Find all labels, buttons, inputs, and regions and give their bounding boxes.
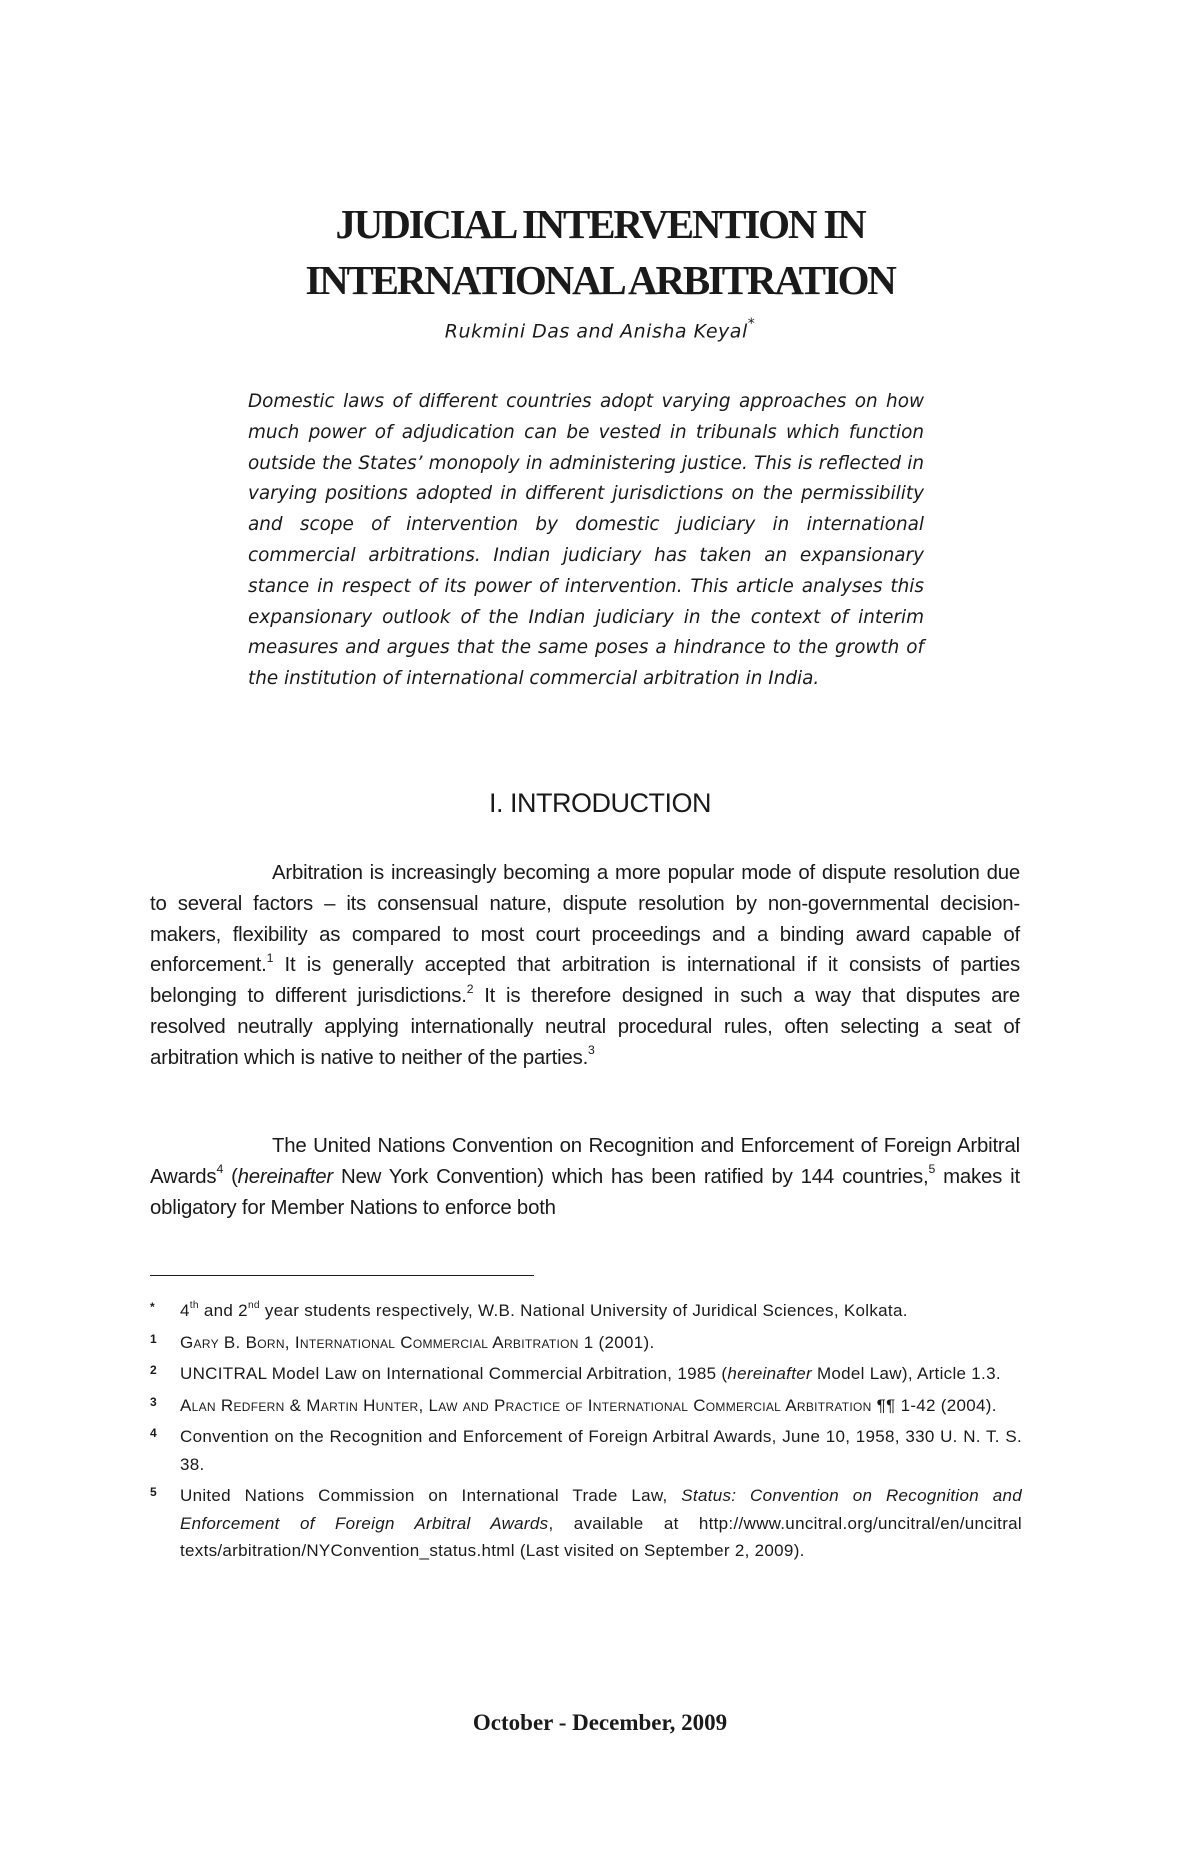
- paragraph-2-text-d: makes it obligatory for Member Nations to enforce both: [150, 1165, 1020, 1219]
- footnote-3-text-b: ¶¶ 1-42 (2004).: [871, 1395, 997, 1415]
- page-footer-date: October - December, 2009: [472, 1710, 728, 1735]
- footnote-mark: 5: [150, 1485, 157, 1499]
- footnote-1: [150, 1329, 1022, 1357]
- footnote-4-text: Convention on the Recognition and Enforcement of Foreign Arbitral Awards, June 10, 1958, 330 U. N. T. S. 38.: [180, 1427, 1022, 1474]
- paragraph-2-text-b: (: [223, 1165, 238, 1188]
- footnote-5-text-a: United Nations Commission on International Trade Law,: [180, 1486, 682, 1505]
- author-footnote-marker: *: [747, 316, 756, 332]
- footnote-star-text-a: 4: [180, 1301, 190, 1320]
- paragraph-2-text-a: The United Nations Convention on Recognition and Enforcement of Foreign Arbitral Awards: [150, 1135, 1020, 1188]
- author-line: [150, 318, 1050, 342]
- paragraph-2-text-c: New York Convention) which has been ratified by 144 countries,: [332, 1165, 929, 1188]
- section-heading: I. INTRODUCTION: [489, 788, 711, 818]
- footnote-2-hereinafter: hereinafter: [727, 1364, 812, 1383]
- article-title-line-1: JUDICIAL INTERVENTION IN: [335, 201, 865, 247]
- article-title: [150, 196, 1050, 308]
- footnote-ref-4: 4: [216, 1162, 224, 1177]
- footnote-mark: 2: [150, 1363, 157, 1377]
- body-paragraph-1: [150, 858, 1020, 1074]
- footnote-5-italic: Status: Convention on Recognition and Enforcement of Foreign Arbitral Awards: [180, 1486, 1022, 1533]
- paragraph-2-hereinafter: hereinafter: [237, 1165, 333, 1188]
- footnote-2-text-b: Model Law), Article 1.3.: [811, 1364, 1001, 1383]
- footnote-4: [150, 1423, 1022, 1478]
- footnote-mark: 4: [150, 1426, 157, 1440]
- footnote-3: [150, 1392, 1022, 1420]
- footnote-list: [150, 1297, 1022, 1569]
- body-paragraph-2: [150, 1131, 1020, 1223]
- footnote-2: [150, 1360, 1022, 1388]
- footnote-ref-1: 1: [266, 950, 274, 965]
- footnote-3-text-a: Alan Redfern & Martin Hunter, Law and Practice of International Commercial Arbitration: [180, 1395, 872, 1415]
- footnote-star-sup-b: nd: [247, 1299, 260, 1311]
- footnote-ref-3: 3: [588, 1043, 595, 1058]
- footnote-ref-2: 2: [466, 981, 474, 996]
- footnote-star-text-b: and 2: [198, 1301, 248, 1320]
- footnote-1-text: Gary B. Born, International Commercial Arbitration 1 (2001).: [180, 1332, 655, 1352]
- footnote-divider: [150, 1275, 534, 1276]
- paragraph-1-text-b: It is generally accepted that arbitration is international if it consists of parties belonging to different jurisdictions.: [150, 954, 1020, 1008]
- footnote-star-text-c: year students respectively, W.B. National University of Juridical Sciences, Kolkata.: [259, 1301, 908, 1320]
- footnote-5-text-b: , available at http://www.uncitral.org/uncitral/en/uncitral texts/arbitration/NYConvention_status.html (Last visited on September 2, 2009).: [180, 1513, 1022, 1560]
- footnote-mark: 3: [150, 1394, 157, 1409]
- footnote-ref-5: 5: [928, 1162, 936, 1177]
- footnote-star-sup-a: th: [189, 1299, 199, 1311]
- paragraph-1-text-a: Arbitration is increasingly becoming a more popular mode of dispute resolution due to several factors – its consensual nature, dispute resolution by non-governmental decision-makers, flexibility as compared to most court proceedings and a binding award capable of enforcement.: [150, 862, 1020, 977]
- author-names: Rukmini Das and Anisha Keyal: [444, 320, 748, 343]
- article-title-line-2: INTERNATIONAL ARBITRATION: [305, 257, 895, 303]
- footnote-5: [150, 1482, 1022, 1565]
- footnote-star: [150, 1297, 1022, 1325]
- footnote-2-text-a: UNCITRAL Model Law on International Commercial Arbitration, 1985 (: [180, 1364, 728, 1383]
- abstract: Domestic laws of different countries adopt varying approaches on how much power of adjudication can be vested in tribunals which function outside the States’ monopoly in administering justice. This is reflected in varying positions adopted in different jurisdictions on the permissibility and scope of intervention by domestic judiciary in international commercial arbitrations. Indian judiciary has taken an expansionary stance in respect of its power of intervention. This article analyses this expansionary outlook of the Indian judiciary in the context of interim measures and argues that the same poses a hindrance to the growth of the institution of international commercial arbitration in India.: [248, 391, 924, 690]
- footnote-mark: 1: [150, 1331, 157, 1346]
- paragraph-1-text-c: It is therefore designed in such a way that disputes are resolved neutrally applying internationally neutral procedural rules, often selecting a seat of arbitration which is native to neither of the parties.: [150, 985, 1021, 1069]
- footnote-mark: *: [150, 1300, 155, 1314]
